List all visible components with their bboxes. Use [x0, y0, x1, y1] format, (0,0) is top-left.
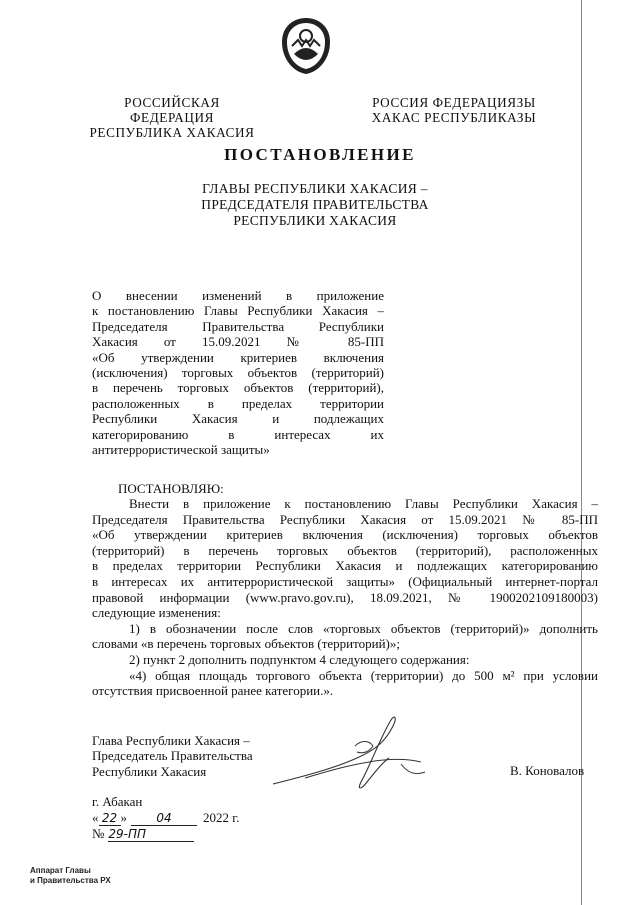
header-left	[82, 95, 262, 140]
subtitle-line2: ПРЕДСЕДАТЕЛЯ ПРАВИТЕЛЬСТВА	[201, 197, 429, 212]
header-left-line1: РОССИЙСКАЯ ФЕДЕРАЦИЯ	[124, 95, 220, 125]
subject-line: Хакасия от 15.09.2021 № 85-ПП	[92, 334, 384, 350]
body-line: словами «в перечень торговых объектов (территорий)»;	[92, 636, 401, 652]
date-line	[92, 810, 252, 826]
body-line: правовой информации (www.pravo.gov.ru), 18.09.2021, № 1900202109180003)	[92, 589, 598, 605]
footer-line2: и Правительства РХ	[30, 876, 111, 885]
subject-line: к постановлению Главы Республики Хакасия –	[92, 303, 384, 319]
signatory-line1: Глава Республики Хакасия –	[92, 733, 250, 748]
body-line: Внести в приложение к постановлению Главы Республики Хакасия –	[129, 496, 598, 511]
body-line: «4) общая площадь торгового объекта (территории) до 500 м² при условии	[129, 667, 598, 683]
subject-line: в перечень торговых объектов (территорий),	[92, 380, 384, 396]
body-line: в интересах их антитеррористической защиты» (Официальный интернет-портал	[92, 573, 598, 589]
document-subject	[92, 288, 384, 457]
order-word: ПОСТАНОВЛЯЮ:	[118, 481, 224, 496]
subject-line: (исключения) торговых объектов (территорий)	[92, 365, 384, 381]
body-line: Председателя Правительства Республики Хакасия от 15.09.2021 № 85-ПП	[92, 511, 598, 527]
document-title: ПОСТАНОВЛЕНИЕ	[224, 145, 416, 164]
document-body	[92, 496, 598, 699]
number-value: 29-ПП	[108, 827, 194, 842]
number-prefix: №	[92, 826, 105, 841]
body-line: отсутствия присвоенной ранее категории.».	[92, 683, 334, 699]
coat-of-arms-emblem	[278, 16, 334, 76]
footer-line1: Аппарат Главы	[30, 866, 91, 875]
place: г. Абакан	[92, 794, 143, 809]
body-line: «Об утверждении критериев включения (исключения) торговых объектов	[92, 527, 598, 543]
subject-line: антитеррористической защиты»	[92, 442, 270, 458]
handwritten-signature	[265, 706, 435, 796]
body-line: (территорий) в перечень торговых объектов (территорий), расположенных	[92, 542, 598, 558]
header-left-line2: РЕСПУБЛИКА ХАКАСИЯ	[89, 125, 255, 140]
date-day: 22	[99, 811, 121, 826]
signatory-title	[92, 733, 253, 779]
date-open-quote: «	[92, 810, 99, 825]
subject-line: Председателя Правительства Республики	[92, 318, 384, 334]
subject-line: категорированию в интересах их	[92, 426, 384, 442]
subtitle-line1: ГЛАВЫ РЕСПУБЛИКИ ХАКАСИЯ –	[202, 181, 428, 196]
header-right	[366, 95, 542, 125]
document-subtitle	[160, 181, 470, 229]
subject-line: «Об утверждении критериев включения	[92, 349, 384, 365]
body-line: в пределах территории Республики Хакасия и подлежащих категорированию	[92, 558, 598, 574]
date-month: 04	[131, 811, 197, 826]
header-right-line2: ХАКАС РЕСПУБЛИКАЗЫ	[371, 110, 537, 125]
date-close-quote: »	[120, 810, 127, 825]
body-line: 1) в обозначении после слов «торговых объектов (территорий)» дополнить	[129, 620, 598, 636]
subject-line: расположенных в пределах территории	[92, 395, 384, 411]
body-line: 2) пункт 2 дополнить подпунктом 4 следующего содержания:	[129, 651, 470, 667]
subtitle-line3: РЕСПУБЛИКИ ХАКАСИЯ	[233, 213, 397, 228]
signatory-line3: Республики Хакасия	[92, 763, 207, 779]
signatory-name: В. Коновалов	[510, 763, 585, 778]
date-year: 2022 г.	[203, 810, 240, 825]
number-line	[92, 826, 202, 842]
footer-stamp	[30, 866, 111, 886]
header-right-line1: РОССИЯ ФЕДЕРАЦИЯЗЫ	[372, 95, 536, 110]
subject-line: Республики Хакасия и подлежащих	[92, 411, 384, 427]
body-line: следующие изменения:	[92, 605, 221, 621]
subject-line: О внесении изменений в приложение	[92, 288, 384, 303]
signatory-line2: Председатель Правительства	[92, 748, 253, 764]
